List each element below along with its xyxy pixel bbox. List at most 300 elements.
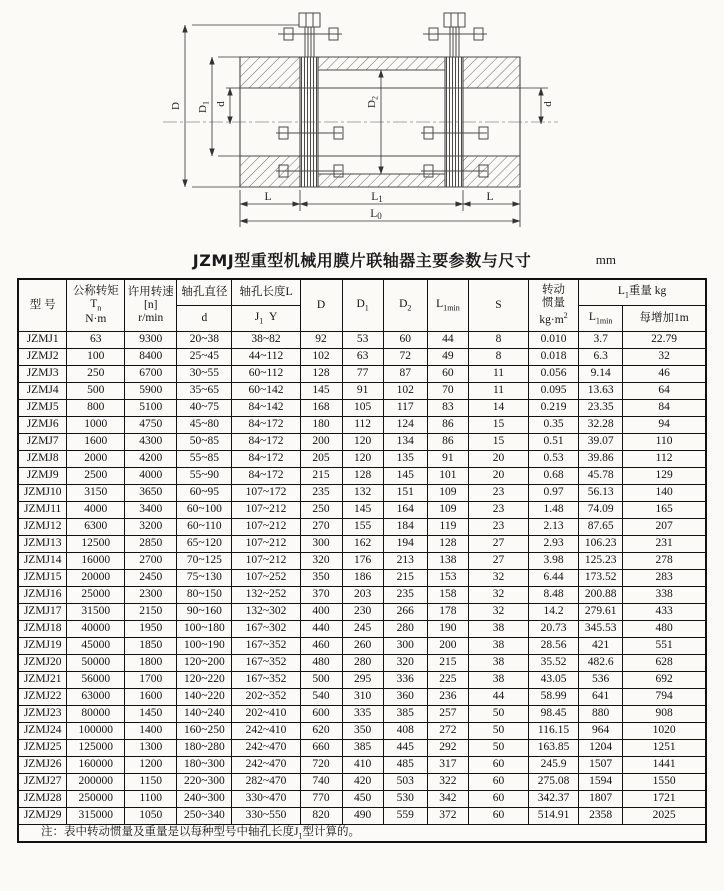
- cell-speed: 4300: [125, 434, 177, 451]
- cell-bore-length: 202~410: [232, 706, 300, 723]
- cell-model: JZMJ7: [18, 434, 67, 451]
- cell-bore-length: 84~172: [232, 451, 300, 468]
- cell-bore-diameter: 140~220: [177, 689, 232, 706]
- cell-weight-per-meter: 32: [623, 349, 706, 366]
- cell-S: 11: [469, 366, 529, 383]
- col-header-bore-length: 轴孔长度L: [232, 279, 300, 306]
- cell-D: 200: [300, 434, 342, 451]
- cell-weight-L1min: 23.35: [579, 400, 623, 417]
- cell-inertia: 2.13: [528, 519, 578, 536]
- table-row: [18, 332, 706, 349]
- cell-model: JZMJ14: [18, 553, 67, 570]
- cell-bore-length: 84~172: [232, 434, 300, 451]
- cell-model: JZMJ25: [18, 740, 67, 757]
- cell-inertia: 163.85: [528, 740, 578, 757]
- cell-D: 102: [300, 349, 342, 366]
- cell-weight-per-meter: 551: [623, 638, 706, 655]
- cell-L1min: 178: [427, 604, 468, 621]
- cell-D1: 310: [342, 689, 383, 706]
- cell-weight-per-meter: 129: [623, 468, 706, 485]
- dim-label-D1: $D_1$: [197, 101, 211, 113]
- cell-D2: 134: [383, 434, 427, 451]
- cell-D: 720: [300, 757, 342, 774]
- cell-D2: 72: [383, 349, 427, 366]
- cell-bore-diameter: 55~90: [177, 468, 232, 485]
- cell-weight-L1min: 39.86: [579, 451, 623, 468]
- cell-weight-L1min: 1594: [579, 774, 623, 791]
- cell-bore-diameter: 180~280: [177, 740, 232, 757]
- cell-speed: 1400: [125, 723, 177, 740]
- cell-inertia: 0.51: [528, 434, 578, 451]
- cell-model: JZMJ13: [18, 536, 67, 553]
- cell-bore-length: 107~212: [232, 553, 300, 570]
- unit-label: mm: [595, 252, 616, 267]
- cell-weight-L1min: 279.61: [579, 604, 623, 621]
- cell-D2: 117: [383, 400, 427, 417]
- table-row: [18, 587, 706, 604]
- cell-D2: 300: [383, 638, 427, 655]
- cell-model: JZMJ15: [18, 570, 67, 587]
- cell-D: 440: [300, 621, 342, 638]
- cell-S: 23: [469, 485, 529, 502]
- cell-D: 370: [300, 587, 342, 604]
- cell-speed: 8400: [125, 349, 177, 366]
- cell-weight-L1min: 125.23: [579, 553, 623, 570]
- cell-L1min: 272: [427, 723, 468, 740]
- cell-L1min: 86: [427, 417, 468, 434]
- cell-torque: 80000: [67, 706, 125, 723]
- cell-speed: 5900: [125, 383, 177, 400]
- cell-D: 820: [300, 808, 342, 825]
- cell-L1min: 44: [427, 332, 468, 349]
- page-title: JZMJ型重型机械用膜片联轴器主要参数与尺寸: [192, 251, 532, 270]
- dim-label-L-left: L: [264, 191, 272, 203]
- cell-D1: 280: [342, 655, 383, 672]
- cell-D2: 135: [383, 451, 427, 468]
- cell-speed: 1450: [125, 706, 177, 723]
- cell-D1: 155: [342, 519, 383, 536]
- cell-torque: 100: [67, 349, 125, 366]
- cell-D1: 186: [342, 570, 383, 587]
- col-header-weight-group: $L_1$重量 kg: [579, 279, 706, 306]
- cell-torque: 800: [67, 400, 125, 417]
- cell-D1: 335: [342, 706, 383, 723]
- cell-weight-per-meter: 1251: [623, 740, 706, 757]
- table-row: [18, 655, 706, 672]
- cell-D1: 385: [342, 740, 383, 757]
- cell-inertia: 1.48: [528, 502, 578, 519]
- cell-inertia: 0.53: [528, 451, 578, 468]
- cell-D2: 266: [383, 604, 427, 621]
- cell-S: 50: [469, 706, 529, 723]
- cell-L1min: 153: [427, 570, 468, 587]
- cell-model: JZMJ8: [18, 451, 67, 468]
- cell-bore-diameter: 180~300: [177, 757, 232, 774]
- coupling-drawing-svg: [0, 0, 724, 244]
- cell-speed: 2700: [125, 553, 177, 570]
- cell-speed: 1600: [125, 689, 177, 706]
- cell-torque: 500: [67, 383, 125, 400]
- cell-torque: 63000: [67, 689, 125, 706]
- table-row: [18, 774, 706, 791]
- cell-speed: 3400: [125, 502, 177, 519]
- cell-bore-length: 167~352: [232, 672, 300, 689]
- cell-bore-length: 330~470: [232, 791, 300, 808]
- cell-speed: 2450: [125, 570, 177, 587]
- cell-weight-L1min: 74.09: [579, 502, 623, 519]
- cell-weight-per-meter: 338: [623, 587, 706, 604]
- cell-bore-diameter: 80~150: [177, 587, 232, 604]
- cell-S: 20: [469, 451, 529, 468]
- cell-D1: 203: [342, 587, 383, 604]
- cell-weight-L1min: 964: [579, 723, 623, 740]
- cell-weight-L1min: 345.53: [579, 621, 623, 638]
- cell-S: 60: [469, 757, 529, 774]
- cell-bore-length: 167~352: [232, 655, 300, 672]
- col-header-S: S: [469, 279, 529, 332]
- cell-D1: 230: [342, 604, 383, 621]
- cell-D1: 132: [342, 485, 383, 502]
- cell-S: 32: [469, 587, 529, 604]
- cell-torque: 1600: [67, 434, 125, 451]
- cell-S: 32: [469, 570, 529, 587]
- cell-weight-L1min: 173.52: [579, 570, 623, 587]
- cell-model: JZMJ20: [18, 655, 67, 672]
- cell-inertia: 0.219: [528, 400, 578, 417]
- col-header-d: d: [177, 306, 232, 332]
- cell-torque: 160000: [67, 757, 125, 774]
- cell-weight-L1min: 880: [579, 706, 623, 723]
- table-row: [18, 349, 706, 366]
- col-header-L1min: $L_{1min}$: [427, 279, 468, 332]
- cell-bore-length: 60~142: [232, 383, 300, 400]
- dim-label-D2: $D_2$: [366, 96, 380, 108]
- cell-S: 27: [469, 536, 529, 553]
- cell-inertia: 0.056: [528, 366, 578, 383]
- cell-model: JZMJ16: [18, 587, 67, 604]
- cell-weight-per-meter: 1441: [623, 757, 706, 774]
- table-row: [18, 604, 706, 621]
- cell-weight-per-meter: 278: [623, 553, 706, 570]
- cell-L1min: 138: [427, 553, 468, 570]
- cell-weight-L1min: 13.63: [579, 383, 623, 400]
- cell-inertia: 342.37: [528, 791, 578, 808]
- cell-weight-per-meter: 94: [623, 417, 706, 434]
- cell-inertia: 0.018: [528, 349, 578, 366]
- cell-L1min: 128: [427, 536, 468, 553]
- table-row: [18, 417, 706, 434]
- table-row: [18, 553, 706, 570]
- cell-L1min: 70: [427, 383, 468, 400]
- cell-bore-length: 107~212: [232, 519, 300, 536]
- cell-model: JZMJ28: [18, 791, 67, 808]
- cell-weight-per-meter: 207: [623, 519, 706, 536]
- cell-model: JZMJ5: [18, 400, 67, 417]
- coupling-drawing: [0, 0, 724, 244]
- col-header-weight-L1min: $L_{1min}$: [579, 306, 623, 332]
- cell-L1min: 101: [427, 468, 468, 485]
- dim-label-d-right: d: [542, 101, 554, 107]
- cell-model: JZMJ23: [18, 706, 67, 723]
- cell-bore-diameter: 220~300: [177, 774, 232, 791]
- table-row: [18, 536, 706, 553]
- footnote: 注：表中转动惯量及重量是以每种型号中轴孔长度$J_1$型计算的。: [18, 825, 706, 843]
- cell-D2: 164: [383, 502, 427, 519]
- cell-L1min: 86: [427, 434, 468, 451]
- cell-bore-length: 132~252: [232, 587, 300, 604]
- col-header-D1: $D_1$: [342, 279, 383, 332]
- cell-weight-per-meter: 110: [623, 434, 706, 451]
- cell-weight-per-meter: 628: [623, 655, 706, 672]
- cell-D1: 105: [342, 400, 383, 417]
- dim-label-L-right: L: [486, 191, 494, 203]
- cell-D2: 530: [383, 791, 427, 808]
- cell-weight-L1min: 421: [579, 638, 623, 655]
- cell-weight-L1min: 106.23: [579, 536, 623, 553]
- cell-inertia: 6.44: [528, 570, 578, 587]
- cell-D1: 260: [342, 638, 383, 655]
- cell-D1: 420: [342, 774, 383, 791]
- cell-model: JZMJ2: [18, 349, 67, 366]
- cell-D: 350: [300, 570, 342, 587]
- cell-weight-L1min: 32.28: [579, 417, 623, 434]
- col-header-inertia: 转动 惯量 $kg\cdot m^2$: [528, 279, 578, 332]
- cell-bore-length: 167~352: [232, 638, 300, 655]
- cell-speed: 1200: [125, 757, 177, 774]
- cell-bore-length: 107~212: [232, 502, 300, 519]
- cell-speed: 1100: [125, 791, 177, 808]
- cell-S: 27: [469, 553, 529, 570]
- cell-model: JZMJ6: [18, 417, 67, 434]
- cell-D: 740: [300, 774, 342, 791]
- cell-bore-diameter: 250~340: [177, 808, 232, 825]
- table-row: [18, 383, 706, 400]
- cell-L1min: 372: [427, 808, 468, 825]
- cell-torque: 4000: [67, 502, 125, 519]
- cell-weight-per-meter: 2025: [623, 808, 706, 825]
- cell-weight-L1min: 1807: [579, 791, 623, 808]
- dim-label-L1: L1: [371, 191, 383, 204]
- cell-weight-L1min: 641: [579, 689, 623, 706]
- cell-S: 38: [469, 672, 529, 689]
- cell-model: JZMJ9: [18, 468, 67, 485]
- cell-D1: 450: [342, 791, 383, 808]
- cell-inertia: 0.68: [528, 468, 578, 485]
- cell-weight-L1min: 87.65: [579, 519, 623, 536]
- cell-weight-per-meter: 46: [623, 366, 706, 383]
- table-row: [18, 672, 706, 689]
- cell-bore-diameter: 120~200: [177, 655, 232, 672]
- cell-weight-L1min: 536: [579, 672, 623, 689]
- cell-bore-diameter: 55~85: [177, 451, 232, 468]
- cell-D2: 102: [383, 383, 427, 400]
- cell-L1min: 215: [427, 655, 468, 672]
- cell-D: 460: [300, 638, 342, 655]
- cell-D2: 145: [383, 468, 427, 485]
- cell-model: JZMJ11: [18, 502, 67, 519]
- cell-speed: 5100: [125, 400, 177, 417]
- cell-L1min: 60: [427, 366, 468, 383]
- cell-inertia: 98.45: [528, 706, 578, 723]
- cell-D: 215: [300, 468, 342, 485]
- cell-weight-per-meter: 1721: [623, 791, 706, 808]
- cell-torque: 2500: [67, 468, 125, 485]
- table-row: [18, 740, 706, 757]
- cell-bore-length: 107~252: [232, 570, 300, 587]
- cell-weight-per-meter: 165: [623, 502, 706, 519]
- cell-torque: 25000: [67, 587, 125, 604]
- cell-D1: 53: [342, 332, 383, 349]
- cell-D2: 213: [383, 553, 427, 570]
- cell-weight-per-meter: 908: [623, 706, 706, 723]
- cell-L1min: 158: [427, 587, 468, 604]
- cell-torque: 6300: [67, 519, 125, 536]
- cell-inertia: 2.93: [528, 536, 578, 553]
- table-row: [18, 621, 706, 638]
- cell-D: 145: [300, 383, 342, 400]
- cell-speed: 1050: [125, 808, 177, 825]
- cell-D2: 360: [383, 689, 427, 706]
- table-row: [18, 519, 706, 536]
- cell-speed: 6700: [125, 366, 177, 383]
- cell-L1min: 257: [427, 706, 468, 723]
- cell-D: 480: [300, 655, 342, 672]
- cell-D: 540: [300, 689, 342, 706]
- cell-D2: 320: [383, 655, 427, 672]
- cell-torque: 200000: [67, 774, 125, 791]
- cell-weight-per-meter: 1020: [623, 723, 706, 740]
- table-row: [18, 451, 706, 468]
- cell-torque: 20000: [67, 570, 125, 587]
- cell-S: 23: [469, 502, 529, 519]
- cell-D: 620: [300, 723, 342, 740]
- table-row: [18, 706, 706, 723]
- cell-S: 38: [469, 638, 529, 655]
- cell-inertia: 3.98: [528, 553, 578, 570]
- cell-inertia: 43.05: [528, 672, 578, 689]
- cell-D2: 194: [383, 536, 427, 553]
- cell-torque: 45000: [67, 638, 125, 655]
- cell-D: 320: [300, 553, 342, 570]
- cell-D: 235: [300, 485, 342, 502]
- cell-torque: 16000: [67, 553, 125, 570]
- cell-L1min: 317: [427, 757, 468, 774]
- cell-speed: 4200: [125, 451, 177, 468]
- cell-inertia: 28.56: [528, 638, 578, 655]
- cell-speed: 1950: [125, 621, 177, 638]
- cell-weight-per-meter: 22.79: [623, 332, 706, 349]
- cell-D2: 385: [383, 706, 427, 723]
- cell-inertia: 20.73: [528, 621, 578, 638]
- cell-weight-per-meter: 692: [623, 672, 706, 689]
- cell-D1: 490: [342, 808, 383, 825]
- col-header-bore-diameter: 轴孔直径: [177, 279, 232, 306]
- cell-inertia: 35.52: [528, 655, 578, 672]
- cell-speed: 1800: [125, 655, 177, 672]
- table-row: [18, 638, 706, 655]
- cell-speed: 4750: [125, 417, 177, 434]
- dim-label-L0: L0: [370, 208, 382, 221]
- cell-bore-length: 282~470: [232, 774, 300, 791]
- col-header-D2: $D_2$: [383, 279, 427, 332]
- col-header-J1Y: $J_1$ Y: [232, 306, 300, 332]
- cell-model: JZMJ24: [18, 723, 67, 740]
- cell-bore-length: 242~410: [232, 723, 300, 740]
- cell-inertia: 0.095: [528, 383, 578, 400]
- dim-label-d-left: d: [215, 101, 227, 107]
- cell-D1: 128: [342, 468, 383, 485]
- footnote-row: [18, 825, 706, 843]
- cell-D2: 408: [383, 723, 427, 740]
- cell-speed: 2300: [125, 587, 177, 604]
- cell-L1min: 292: [427, 740, 468, 757]
- cell-speed: 9300: [125, 332, 177, 349]
- cell-weight-L1min: 56.13: [579, 485, 623, 502]
- cell-D1: 245: [342, 621, 383, 638]
- cell-D: 168: [300, 400, 342, 417]
- cell-model: JZMJ17: [18, 604, 67, 621]
- cell-L1min: 109: [427, 485, 468, 502]
- cell-weight-per-meter: 794: [623, 689, 706, 706]
- cell-S: 20: [469, 468, 529, 485]
- cell-D: 180: [300, 417, 342, 434]
- cell-weight-L1min: 1204: [579, 740, 623, 757]
- cell-torque: 12500: [67, 536, 125, 553]
- cell-D: 600: [300, 706, 342, 723]
- cell-bore-diameter: 50~85: [177, 434, 232, 451]
- cell-D1: 120: [342, 451, 383, 468]
- cell-S: 14: [469, 400, 529, 417]
- cell-torque: 40000: [67, 621, 125, 638]
- cell-weight-L1min: 200.88: [579, 587, 623, 604]
- cell-bore-diameter: 35~65: [177, 383, 232, 400]
- cell-speed: 1700: [125, 672, 177, 689]
- cell-weight-L1min: 482.6: [579, 655, 623, 672]
- cell-L1min: 322: [427, 774, 468, 791]
- cell-D1: 120: [342, 434, 383, 451]
- cell-model: JZMJ21: [18, 672, 67, 689]
- cell-bore-diameter: 100~190: [177, 638, 232, 655]
- cell-weight-L1min: 2358: [579, 808, 623, 825]
- cell-weight-L1min: 6.3: [579, 349, 623, 366]
- cell-model: JZMJ29: [18, 808, 67, 825]
- cell-inertia: 58.99: [528, 689, 578, 706]
- cell-S: 60: [469, 791, 529, 808]
- cell-speed: 2150: [125, 604, 177, 621]
- cell-bore-diameter: 160~250: [177, 723, 232, 740]
- cell-bore-length: 330~550: [232, 808, 300, 825]
- cell-model: JZMJ10: [18, 485, 67, 502]
- cell-bore-diameter: 60~95: [177, 485, 232, 502]
- cell-D1: 77: [342, 366, 383, 383]
- cell-D2: 503: [383, 774, 427, 791]
- cell-D: 400: [300, 604, 342, 621]
- cell-inertia: 116.15: [528, 723, 578, 740]
- cell-weight-per-meter: 283: [623, 570, 706, 587]
- cell-bore-length: 202~352: [232, 689, 300, 706]
- cell-speed: 1150: [125, 774, 177, 791]
- cell-D: 128: [300, 366, 342, 383]
- table-row: [18, 570, 706, 587]
- table-row: [18, 434, 706, 451]
- cell-model: JZMJ4: [18, 383, 67, 400]
- cell-bore-length: 38~82: [232, 332, 300, 349]
- cell-S: 50: [469, 723, 529, 740]
- cell-D1: 91: [342, 383, 383, 400]
- cell-bore-length: 242~470: [232, 740, 300, 757]
- cell-model: JZMJ12: [18, 519, 67, 536]
- cell-weight-per-meter: 112: [623, 451, 706, 468]
